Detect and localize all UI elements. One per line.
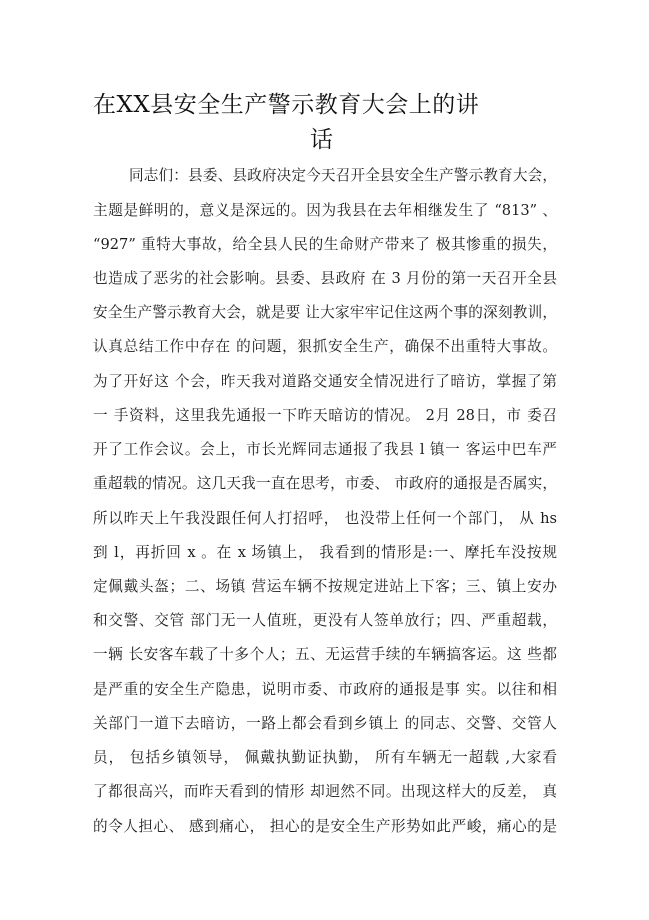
body-line-14: 和交警、交管 部门无一人值班，更没有人签单放行；四、严重超载，	[93, 612, 557, 629]
body-line-1: 同志们：县委、县政府决定今天召开全县安全生产警示教育大会，	[129, 167, 557, 184]
body-line-13: 定佩戴头盔；二、场镇 营运车辆不按规定进站上下客；三、镇上安办	[93, 578, 557, 595]
document-title-line-2: 话	[310, 127, 334, 153]
document-title-line-1: 在XX县安全生产警示教育大会上的讲	[93, 92, 480, 118]
body-line-3: “927” 重特大事故，给全县人民的生命财产带来了 极其惨重的损失，	[93, 236, 557, 253]
body-line-15: 一辆 长安客车载了十多个人；五、无运营手续的车辆搞客运。这 些都	[93, 646, 557, 663]
body-line-5: 安全生产警示教育大会，就是要 让大家牢牢记住这两个事的深刻教训，	[93, 304, 557, 321]
body-line-19: 了都很高兴，而昨天看到的情形 却迥然不同。出现这样大的反差， 真	[93, 783, 557, 800]
body-line-8: 一 手资料，这里我先通报一下昨天暗访的情况。 2月 28日，市 委召	[93, 407, 557, 424]
body-line-10: 重超载的情况。这几天我一直在思考，市委、 市政府的通报是否属实，	[93, 475, 557, 492]
body-line-20: 的令人担心、 感到痛心， 担心的是安全生产形势如此严峻，痛心的是	[93, 818, 557, 835]
body-line-16: 是严重的安全生产隐患，说明市委、市政府的通报是事 实。以往和相	[93, 681, 557, 698]
body-line-7: 为了开好这 个会，昨天我对道路交通安全情况进行了暗访，掌握了第	[93, 373, 557, 390]
body-line-2: 主题是鲜明的，意义是深远的。因为我县在去年相继发生了 “813” 、	[93, 202, 557, 219]
body-line-18: 员， 包括乡镇领导， 佩戴执勤证执勤， 所有车辆无一超载 ,大家看	[93, 749, 557, 766]
body-line-11: 所以昨天上午我没跟任何人打招呼， 也没带上任何一个部门， 从 hs	[93, 510, 557, 527]
body-line-17: 关部门一道下去暗访，一路上都会看到乡镇上 的同志、交警、交管人	[93, 715, 557, 732]
body-line-4: 也造成了恶劣的社会影响。县委、县政府 在 3 月份的第一天召开全县	[93, 270, 557, 287]
body-line-6: 认真总结工作中存在 的问题，狠抓安全生产，确保不出重特大事故。	[93, 338, 557, 355]
body-line-12: 到 l，再折回 x 。在 x 场镇上， 我看到的情形是:一、摩托车没按规	[93, 544, 557, 561]
body-line-9: 开了工作会议。会上，市长光辉同志通报了我县 l 镇一 客运中巴车严	[93, 441, 557, 458]
